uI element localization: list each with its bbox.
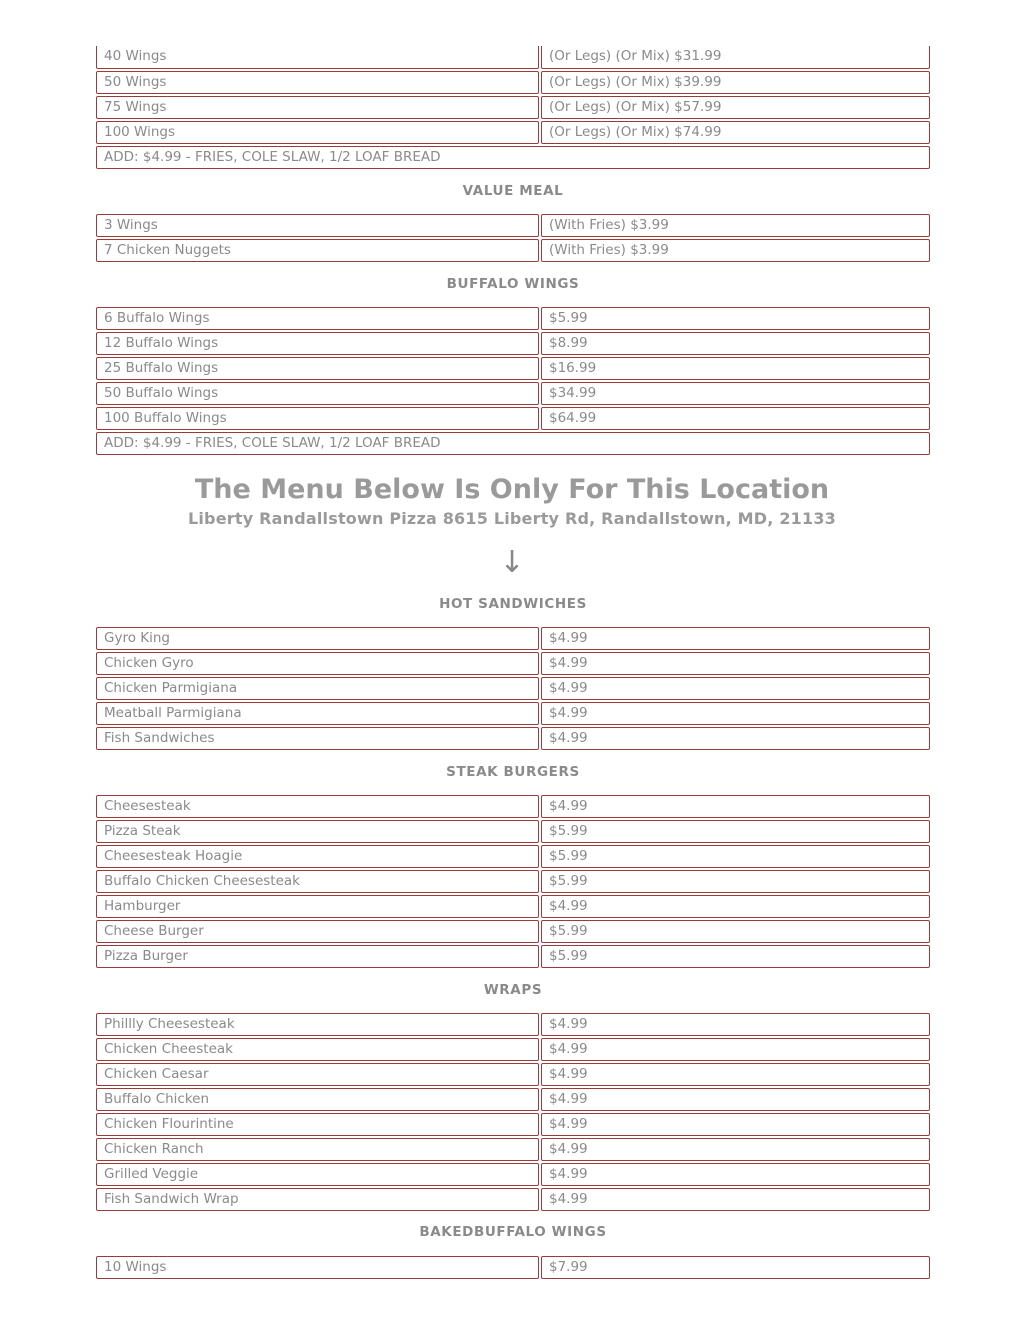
item-price: $5.99 bbox=[541, 870, 930, 893]
item-price: $8.99 bbox=[541, 332, 930, 355]
item-name: Chicken Gyro bbox=[96, 652, 539, 675]
menu-row bbox=[96, 357, 930, 381]
menu-row bbox=[96, 1013, 930, 1037]
menu-row bbox=[96, 845, 930, 869]
item-name: Chicken Caesar bbox=[96, 1063, 539, 1086]
item-name: Pizza Burger bbox=[96, 945, 539, 968]
item-name: Grilled Veggie bbox=[96, 1163, 539, 1186]
item-price: $4.99 bbox=[541, 1013, 930, 1036]
item-name: Chicken Ranch bbox=[96, 1138, 539, 1161]
item-price: $5.99 bbox=[541, 307, 930, 330]
item-name: Fish Sandwiches bbox=[96, 727, 539, 750]
item-price: $64.99 bbox=[541, 407, 930, 430]
menu-add-row bbox=[96, 432, 930, 456]
menu-row bbox=[96, 121, 930, 145]
item-name: 6 Buffalo Wings bbox=[96, 307, 539, 330]
item-name: 100 Wings bbox=[96, 121, 539, 144]
item-price: (Or Legs) (Or Mix) $57.99 bbox=[541, 96, 930, 119]
section-title-buffalo-wings: BUFFALO WINGS bbox=[446, 276, 580, 292]
add-on-note: ADD: $4.99 - FRIES, COLE SLAW, 1/2 LOAF BREAD bbox=[96, 146, 930, 169]
item-price: $5.99 bbox=[541, 820, 930, 843]
section-title-wraps: WRAPS bbox=[483, 982, 543, 998]
item-price: $4.99 bbox=[541, 1038, 930, 1061]
item-price: $5.99 bbox=[541, 920, 930, 943]
item-name: Chicken Cheesteak bbox=[96, 1038, 539, 1061]
add-on-note: ADD: $4.99 - FRIES, COLE SLAW, 1/2 LOAF BREAD bbox=[96, 432, 930, 455]
item-price: $4.99 bbox=[541, 1188, 930, 1211]
menu-row bbox=[96, 1113, 930, 1137]
item-price: (Or Legs) (Or Mix) $74.99 bbox=[541, 121, 930, 144]
item-name: Cheesesteak bbox=[96, 795, 539, 818]
item-price: (Or Legs) (Or Mix) $39.99 bbox=[541, 71, 930, 94]
item-name: Hamburger bbox=[96, 895, 539, 918]
item-price: $5.99 bbox=[541, 845, 930, 868]
item-price: $5.99 bbox=[541, 945, 930, 968]
item-name: Cheese Burger bbox=[96, 920, 539, 943]
item-name: Chicken Parmigiana bbox=[96, 677, 539, 700]
menu-row bbox=[96, 627, 930, 651]
menu-row bbox=[96, 895, 930, 919]
menu-row bbox=[96, 1088, 930, 1112]
item-name: Chicken Flourintine bbox=[96, 1113, 539, 1136]
item-name: Meatball Parmigiana bbox=[96, 702, 539, 725]
menu-row bbox=[96, 945, 930, 969]
menu-row bbox=[96, 1038, 930, 1062]
section-title-value-meal: VALUE MEAL bbox=[462, 183, 564, 199]
menu-row bbox=[96, 96, 930, 120]
menu-row bbox=[96, 652, 930, 676]
menu-row bbox=[96, 1256, 930, 1280]
menu-row bbox=[96, 1188, 930, 1212]
item-name: Cheesesteak Hoagie bbox=[96, 845, 539, 868]
menu-row bbox=[96, 332, 930, 356]
item-price: $4.99 bbox=[541, 1138, 930, 1161]
location-heading: The Menu Below Is Only For This Location bbox=[194, 474, 830, 505]
item-price: $4.99 bbox=[541, 795, 930, 818]
item-name: 100 Buffalo Wings bbox=[96, 407, 539, 430]
menu-row bbox=[96, 727, 930, 751]
item-price: $4.99 bbox=[541, 652, 930, 675]
item-price: $4.99 bbox=[541, 702, 930, 725]
item-name: 50 Buffalo Wings bbox=[96, 382, 539, 405]
menu-add-row bbox=[96, 146, 930, 170]
item-price: $4.99 bbox=[541, 895, 930, 918]
menu-row bbox=[96, 1138, 930, 1162]
item-name: 10 Wings bbox=[96, 1256, 539, 1279]
item-name: 40 Wings bbox=[96, 46, 539, 69]
section-title-baked-buffalo-wings: BAKEDBUFFALO WINGS bbox=[419, 1224, 607, 1240]
location-address: Liberty Randallstown Pizza 8615 Liberty Rd, Randallstown, MD, 21133 bbox=[187, 509, 837, 528]
item-price: $4.99 bbox=[541, 677, 930, 700]
item-name: 12 Buffalo Wings bbox=[96, 332, 539, 355]
item-price: $4.99 bbox=[541, 627, 930, 650]
menu-row bbox=[96, 382, 930, 406]
menu-row bbox=[96, 677, 930, 701]
item-price: $4.99 bbox=[541, 1088, 930, 1111]
item-name: 75 Wings bbox=[96, 96, 539, 119]
item-price: $34.99 bbox=[541, 382, 930, 405]
item-name: Pizza Steak bbox=[96, 820, 539, 843]
item-name: Phillly Cheesesteak bbox=[96, 1013, 539, 1036]
menu-row bbox=[96, 920, 930, 944]
item-name: 25 Buffalo Wings bbox=[96, 357, 539, 380]
menu-row bbox=[96, 702, 930, 726]
item-name: Buffalo Chicken bbox=[96, 1088, 539, 1111]
item-name: Gyro King bbox=[96, 627, 539, 650]
menu-row bbox=[96, 214, 930, 238]
item-name: 50 Wings bbox=[96, 71, 539, 94]
menu-row bbox=[96, 407, 930, 431]
item-price: (With Fries) $3.99 bbox=[541, 214, 930, 237]
item-name: 3 Wings bbox=[96, 214, 539, 237]
section-title-hot-sandwiches: HOT SANDWICHES bbox=[439, 596, 587, 612]
item-name: Fish Sandwich Wrap bbox=[96, 1188, 539, 1211]
item-price: $4.99 bbox=[541, 1163, 930, 1186]
menu-row bbox=[96, 795, 930, 819]
item-price: $7.99 bbox=[541, 1256, 930, 1279]
item-price: (With Fries) $3.99 bbox=[541, 239, 930, 262]
item-price: $4.99 bbox=[541, 1063, 930, 1086]
item-price: $4.99 bbox=[541, 727, 930, 750]
menu-row bbox=[96, 239, 930, 263]
menu-row bbox=[96, 1063, 930, 1087]
menu-row bbox=[96, 307, 930, 331]
menu-row bbox=[96, 820, 930, 844]
menu-row bbox=[96, 1163, 930, 1187]
item-price: (Or Legs) (Or Mix) $31.99 bbox=[541, 46, 930, 69]
menu-row bbox=[96, 71, 930, 95]
item-name: 7 Chicken Nuggets bbox=[96, 239, 539, 262]
down-arrow-icon: ↓ bbox=[499, 545, 525, 580]
section-title-steak-burgers: STEAK BURGERS bbox=[446, 764, 580, 780]
menu-row bbox=[96, 870, 930, 894]
item-price: $16.99 bbox=[541, 357, 930, 380]
item-name: Buffalo Chicken Cheesesteak bbox=[96, 870, 539, 893]
menu-row bbox=[96, 46, 930, 70]
item-price: $4.99 bbox=[541, 1113, 930, 1136]
